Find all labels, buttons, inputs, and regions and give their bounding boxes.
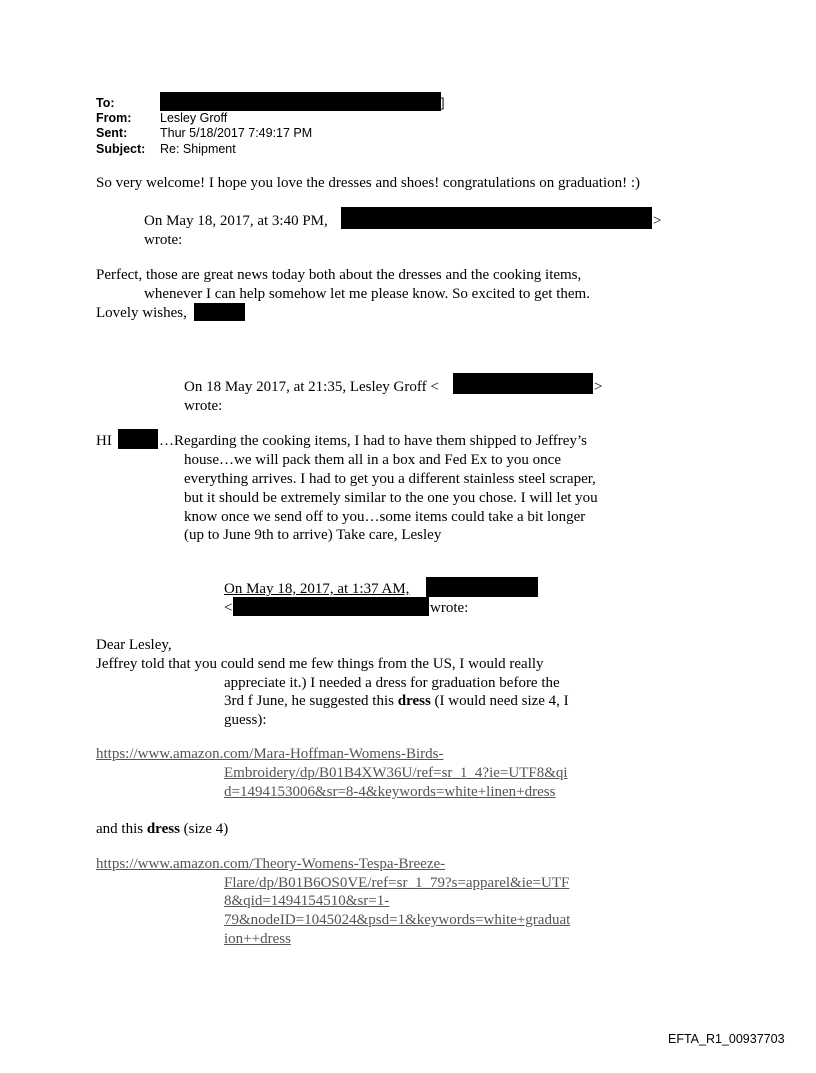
to-suffix: ] — [441, 96, 445, 110]
quote2-attribution: On 18 May 2017, at 21:35, Lesley Groff < — [184, 379, 439, 395]
and-this-line — [96, 820, 228, 839]
quote3-body-text: (I would need size 4, I — [430, 693, 569, 709]
redaction-bar — [341, 207, 652, 229]
dress-emphasis: dress — [397, 693, 431, 709]
quote3-body-line: guess): — [224, 712, 267, 728]
and-this-text: and this — [96, 821, 147, 837]
quote1-body-line: Perfect, those are great news today both about the dresses and the cooking items, — [96, 267, 582, 283]
document-id: EFTA_R1_00937703 — [668, 1032, 785, 1046]
dress-link-2[interactable]: Flare/dp/B01B6OS0VE/ref=sr_1_79?s=apparel&ie=UTF — [224, 875, 570, 891]
redaction-bar — [160, 92, 441, 111]
quote2-body-line: house…we will pack them all in a box and Fed Ex to you once — [184, 452, 561, 468]
quote2-body-line: everything arrives. I had to get you a different stainless steel scraper, — [184, 471, 596, 487]
redaction-bar — [426, 577, 538, 597]
redaction-bar — [233, 597, 429, 616]
redaction-bar — [118, 429, 158, 449]
dress-link-1[interactable]: https://www.amazon.com/Mara-Hoffman-Womens-Birds- — [96, 746, 444, 762]
dress-emphasis: dress — [146, 821, 180, 837]
quote2-body-line: …Regarding the cooking items, I had to have them shipped to Jeffrey’s — [159, 433, 587, 449]
redaction-bar — [194, 303, 245, 321]
quote2-wrote: wrote: — [184, 398, 223, 414]
to-label: To: — [96, 96, 115, 110]
dress-link-2[interactable]: 79&nodeID=1045024&psd=1&keywords=white+graduat — [224, 912, 571, 928]
quote1-body-line: whenever I can help somehow let me please know. So excited to get them. — [144, 286, 590, 302]
quote3-bracket: < — [224, 600, 233, 616]
quote3-body-text: 3rd f June, he suggested this — [224, 693, 398, 709]
dress-link-2[interactable]: ion++dress — [224, 931, 291, 947]
redaction-bar — [453, 373, 593, 394]
dress-link-1[interactable]: d=1494153006&sr=8-4&keywords=white+linen+dress — [224, 784, 556, 800]
dress-link-1[interactable]: Embroidery/dp/B01B4XW36U/ref=sr_1_4?ie=UTF8&qi — [224, 765, 568, 781]
quote3-body-line — [224, 692, 569, 711]
from-value: Lesley Groff — [160, 111, 228, 125]
dress-link-2[interactable]: 8&qid=1494154510&sr=1- — [224, 893, 390, 909]
quote2-body-line: (up to June 9th to arrive) Take care, Lesley — [184, 527, 442, 543]
subject-label: Subject: — [96, 142, 146, 156]
quote2-greeting: HI — [96, 433, 112, 449]
reply-body: So very welcome! I hope you love the dresses and shoes! congratulations on graduation! :) — [96, 175, 641, 191]
quote1-attribution: On May 18, 2017, at 3:40 PM, — [144, 213, 328, 229]
sent-value: Thur 5/18/2017 7:49:17 PM — [160, 126, 313, 140]
quote3-body-line: Jeffrey told that you could send me few things from the US, I would really — [96, 656, 544, 672]
quote3-body-line: appreciate it.) I needed a dress for graduation before the — [224, 675, 560, 691]
from-label: From: — [96, 111, 132, 125]
quote2-body-line: know once we send off to you…some items could take a bit longer — [184, 509, 586, 525]
quote2-body-line: but it should be extremely similar to the one you chose. I will let you — [184, 490, 598, 506]
quote3-attribution: On May 18, 2017, at 1:37 AM, — [224, 581, 410, 597]
quote3-greeting: Dear Lesley, — [96, 637, 172, 653]
quote1-wrote: wrote: — [144, 232, 183, 248]
size-note: (size 4) — [179, 821, 229, 837]
dress-link-2[interactable]: https://www.amazon.com/Theory-Womens-Tespa-Breeze- — [96, 856, 446, 872]
quote1-signoff: Lovely wishes, — [96, 305, 187, 321]
quote1-attribution-end: > — [653, 213, 662, 229]
sent-label: Sent: — [96, 126, 128, 140]
subject-value: Re: Shipment — [160, 142, 236, 156]
quote2-attribution-end: > — [594, 379, 603, 395]
quote3-wrote: wrote: — [430, 600, 469, 616]
